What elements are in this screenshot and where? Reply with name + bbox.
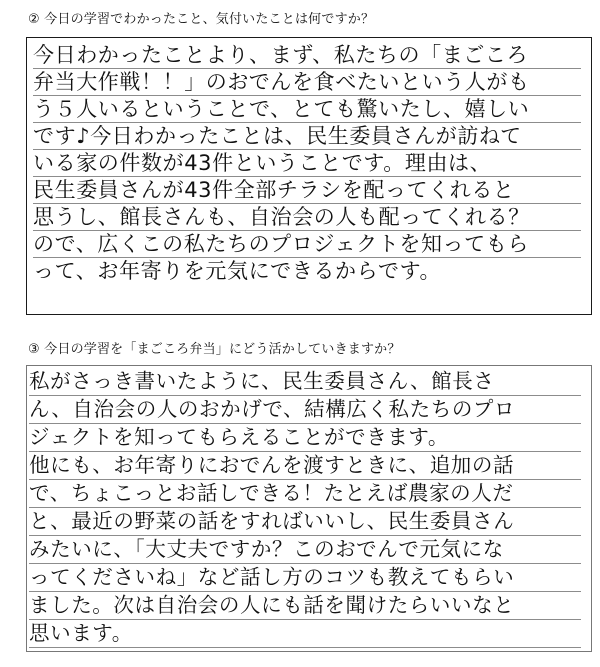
answer-line: いる家の件数が43件ということです。理由は、 bbox=[33, 150, 581, 177]
answer-line: 他にも、お年寄りにおでんを渡すときに、追加の話 bbox=[29, 452, 581, 480]
question-2-label: ② 今日の学習でわかったこと、気付いたことは何ですか？ bbox=[28, 12, 375, 27]
answer-line: 思います。 bbox=[29, 620, 581, 648]
answer-line: ん、自治会の人のおかげで、結構広く私たちのプロ bbox=[29, 396, 581, 424]
answer-line: 弁当大作戦！！」のおでんを食べたいという人がも bbox=[33, 69, 581, 96]
answer-line: 民生委員さんが43件全部チラシを配ってくれると bbox=[33, 177, 581, 204]
question-3-label: ③ 今日の学習を「まごころ弁当」にどう活かしていきますか？ bbox=[28, 342, 401, 357]
answer-line: と、最近の野菜の話をすればいいし、民生委員さん bbox=[29, 508, 581, 536]
answer-line: ので、広くこの私たちのプロジェクトを知ってもら bbox=[33, 231, 581, 258]
answer-line: って、お年寄りを元気にできるからです。 bbox=[33, 259, 442, 283]
answer-line: ってくださいね」など話し方のコツも教えてもらい bbox=[29, 564, 581, 592]
answer-line: 私がさっき書いたように、民生委員さん、館長さ bbox=[29, 368, 581, 396]
answer-box-q3 bbox=[26, 365, 592, 652]
answer-line: で、ちょこっとお話しできる！たとえば農家の人だ bbox=[29, 480, 581, 508]
answer-line: 今日わかったことより、まず、私たちの「まごころ bbox=[33, 42, 581, 69]
answer-line: 思うし、館長さんも、自治会の人も配ってくれる？ bbox=[33, 204, 581, 231]
answer-line: う５人いるということで、とても驚いたし、嬉しい bbox=[33, 96, 581, 123]
answer-line: みたいに、「大丈夫ですか？このおでんで元気にな bbox=[29, 536, 581, 564]
answer-line: ました。次は自治会の人にも話を聞けたらいいなと bbox=[29, 592, 581, 620]
answer-line: です♪今日わかったことは、民生委員さんが訪ねて bbox=[33, 123, 581, 150]
answer-line: ジェクトを知ってもらえることができます。 bbox=[29, 424, 581, 452]
answer-box-q2 bbox=[26, 37, 592, 315]
